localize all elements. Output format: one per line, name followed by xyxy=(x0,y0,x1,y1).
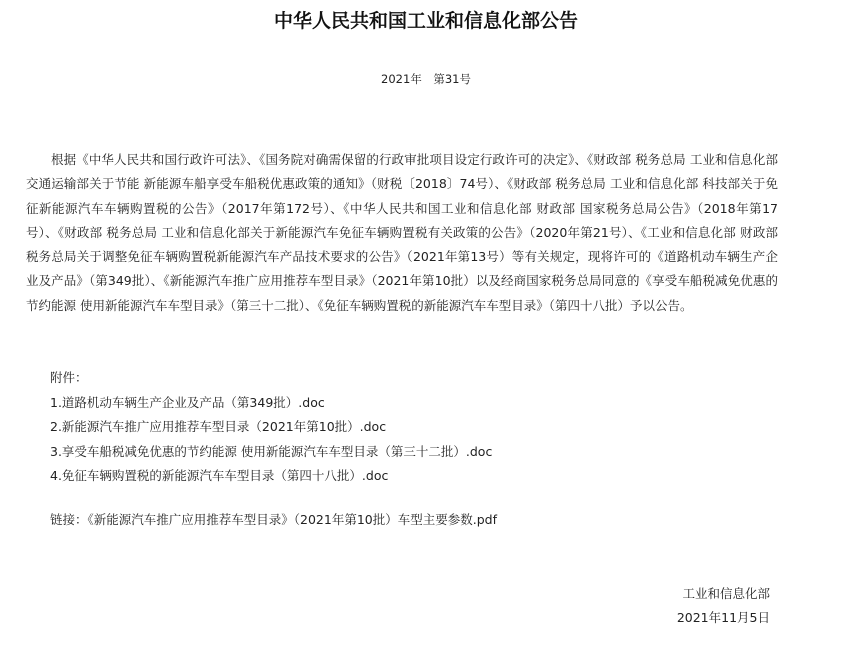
attachment-link-1[interactable]: 1.道路机动车辆生产企业及产品（第349批）.doc xyxy=(50,394,325,410)
related-pdf-link[interactable]: 《新能源汽车推广应用推荐车型目录》（2021年第10批）车型主要参数.pdf xyxy=(87,512,497,527)
related-link-row xyxy=(50,508,497,532)
attachment-link-2[interactable]: 2.新能源汽车推广应用推荐车型目录（2021年第10批）.doc xyxy=(50,419,387,434)
attachment-item xyxy=(50,464,492,489)
attachment-list xyxy=(50,391,492,489)
related-link-label: 链接： xyxy=(50,512,88,527)
attachment-link-3[interactable]: 3.享受车船税减免优惠的节约能源 使用新能源汽车车型目录（第三十二批）.doc xyxy=(50,443,493,459)
attachment-link-4[interactable]: 4.免征车辆购置税的新能源汽车车型目录（第四十八批）.doc xyxy=(50,468,389,483)
attachment-item xyxy=(50,415,492,440)
attachments-label: 附件： xyxy=(50,370,88,385)
signature-block xyxy=(660,582,770,630)
notice-body: 根据《中华人民共和国行政许可法》、《国务院对确需保留的行政审批项目设定行政许可的决定》、《财政部 税务总局 工业和信息化部 交通运输部关于节能 新能源车船享受车船税优惠政策的通知》（财税〔2018〕74号）、《财政部 税务总局 工业和信息化部 科技部关于免征新能源汽车车辆购置税的公告》（2017年第172号）、《中华人民共和国工业和信息化部 财政部 国家税务总局公告》（2018年第17号）、《财政部 税务总局 工业和信息化部关于新能源汽车免征车辆购置税有关政策的公告》（2020年第21号）、《工业和信息化部 财政部 税务总局关于调整免征车辆购置税新能源汽车产品技术要求的公告》（2021年第13号）等有关规定，现将许可的《道路机动车辆生产企业及产品》（第349批）、《新能源汽车推广应用推荐车型目录》（2021年第10批）以及经商国家税务总局同意的《享受车船税减免优惠的节约能源 使用新能源汽车车型目录》（第三十二批）、《免征车辆购置税的新能源汽车车型目录》（第四十八批）予以公告。 xyxy=(26,152,778,313)
issue-date: 2021年11月5日 xyxy=(676,610,770,625)
issuing-organization: 工业和信息化部 xyxy=(682,586,770,601)
attachment-item xyxy=(50,391,492,416)
attachment-item xyxy=(50,440,492,465)
attachments-section xyxy=(50,366,492,489)
document-number: 2021年 第31号 xyxy=(381,72,471,86)
notice-title: 中华人民共和国工业和信息化部公告 xyxy=(273,10,578,32)
